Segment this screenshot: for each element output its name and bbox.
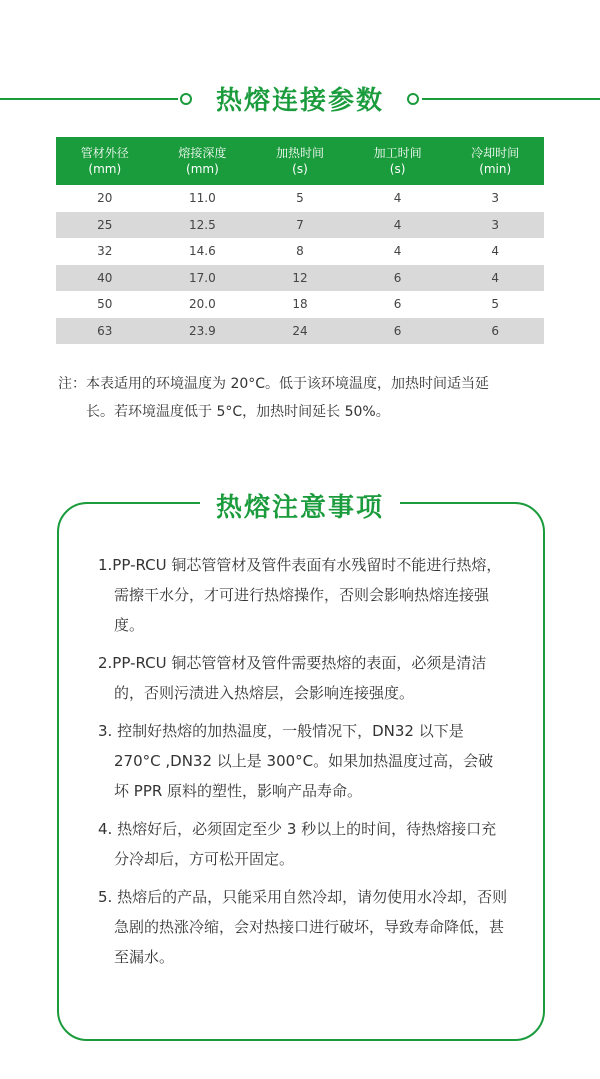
table-cell: 3: [446, 212, 544, 239]
table-cell: 4: [446, 265, 544, 292]
params-table: [56, 137, 544, 344]
table-row: [56, 238, 544, 265]
title-dot-right: [407, 93, 419, 105]
params-title: 热熔连接参数: [215, 86, 384, 116]
header-cell: 熔接深度 (mm): [154, 137, 252, 185]
table-cell: 4: [393, 244, 402, 259]
table-cell: 25: [56, 212, 154, 239]
header-cell: 加工时间 (s): [349, 137, 447, 185]
table-row: [56, 318, 544, 345]
table-cell: 5: [296, 191, 304, 206]
table-cell: 5: [491, 297, 499, 312]
notice-item: 5. 热熔后的产品，只能采用自然冷却，请勿使用水冷却，否则急剧的热涨冷缩，会对热接口进行破坏，导致寿命降低，甚至漏水。: [98, 888, 508, 966]
table-cell: 18: [292, 297, 308, 312]
notice-title: 热熔注意事项: [200, 487, 400, 524]
notice-item: 2.PP-RCU 铜芯管管材及管件需要热熔的表面，必须是清洁的，否则污渍进入热熔层，会影响连接强度。: [98, 654, 487, 702]
table-cell: 6: [349, 265, 447, 292]
notice-item: 1.PP-RCU 铜芯管管材及管件表面有水残留时不能进行热熔，需擦干水分，才可进行热熔操作，否则会影响热熔连接强度。: [98, 556, 502, 634]
params-note: [58, 370, 548, 426]
table-cell: 4: [393, 191, 402, 206]
table-cell: 17.0: [154, 265, 252, 292]
table-cell: 24: [251, 318, 349, 345]
table-cell: 6: [349, 318, 447, 345]
table-cell: 32: [97, 244, 113, 259]
header-cell: 管材外径 (mm): [56, 137, 154, 185]
table-cell: 8: [296, 244, 304, 259]
table-header-row: [56, 137, 544, 185]
header-cell: 冷却时间 (min): [446, 137, 544, 185]
table-cell: 40: [56, 265, 154, 292]
table-cell: 4: [491, 244, 499, 259]
table-cell: 14.6: [189, 244, 216, 259]
table-cell: 6: [393, 297, 402, 312]
note-line: 注：本表适用的环境温度为 20°C。低于该环境温度，加热时间适当延: [58, 376, 490, 392]
table-cell: 12: [251, 265, 349, 292]
title-divider-right: [422, 98, 600, 100]
table-row: [56, 265, 544, 292]
table-cell: 12.5: [154, 212, 252, 239]
table-cell: 20.0: [189, 297, 216, 312]
table-cell: 11.0: [189, 191, 216, 206]
table-cell: 3: [491, 191, 499, 206]
notice-item: 3. 控制好热熔的加热温度，一般情况下，DN32 以下是 270°C ,DN32 以上是 300°C。如果加热温度过高，会破坏 PPR 原料的塑性，影响产品寿命。: [98, 722, 494, 800]
table-cell: 4: [349, 212, 447, 239]
table-cell: 7: [251, 212, 349, 239]
table-row: [56, 185, 544, 212]
table-row: [56, 212, 544, 239]
note-line: 长。若环境温度低于 5°C，加热时间延长 50%。: [86, 404, 390, 420]
table-cell: 6: [446, 318, 544, 345]
table-cell: 50: [97, 297, 113, 312]
header-cell: 加热时间 (s): [251, 137, 349, 185]
table-row: [56, 291, 544, 318]
table-cell: 63: [56, 318, 154, 345]
table-cell: 23.9: [154, 318, 252, 345]
notice-list: [98, 550, 508, 980]
table-cell: 20: [97, 191, 113, 206]
notice-item: 4. 热熔好后，必须固定至少 3 秒以上的时间，待热熔接口充分冷却后，方可松开固定。: [98, 820, 497, 868]
